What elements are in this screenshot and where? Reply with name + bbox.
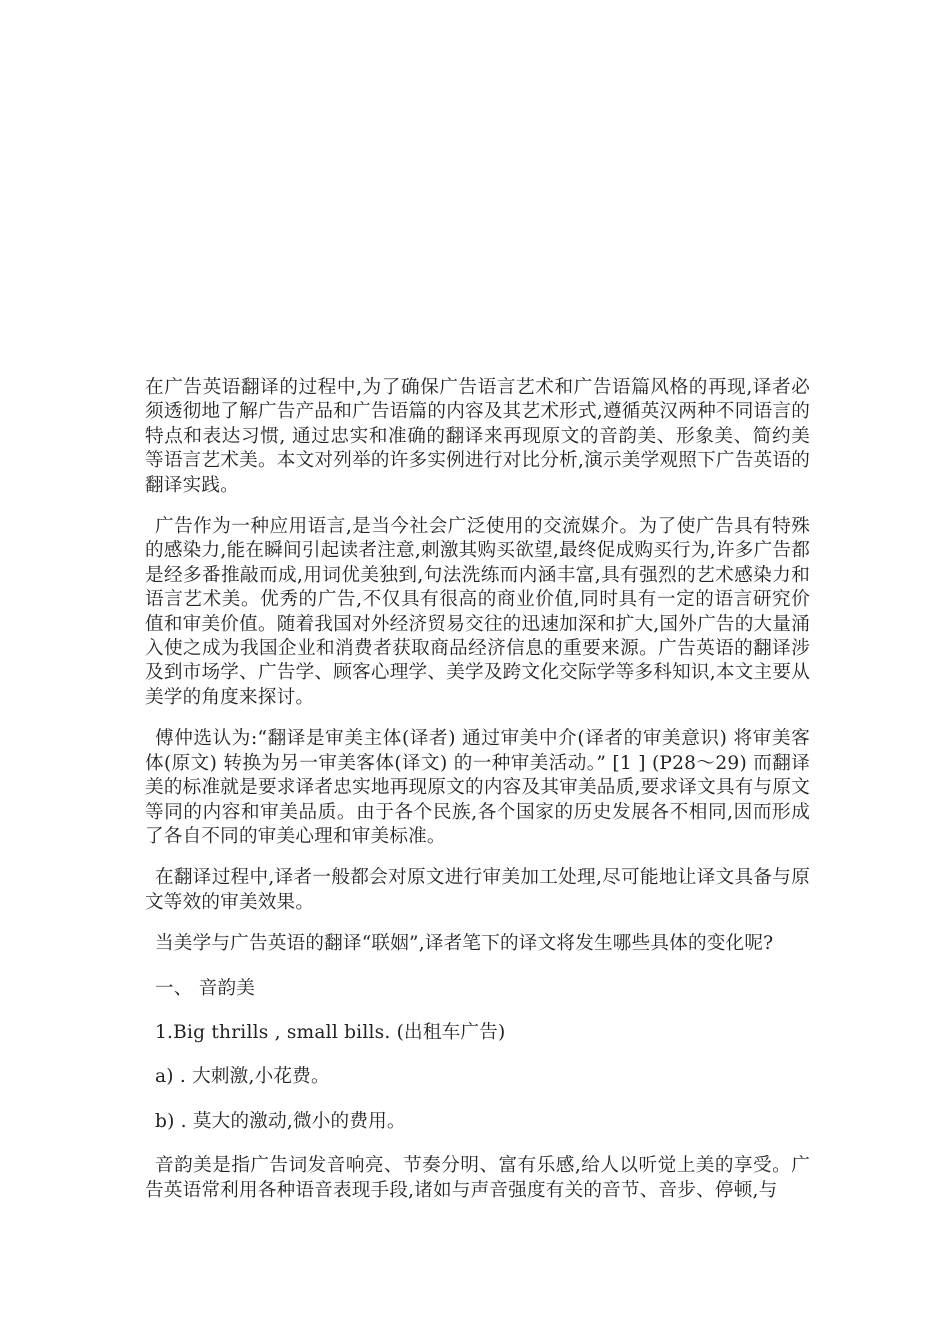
paragraph-introduction: 广告作为一种应用语言,是当今社会广泛使用的交流媒介。为了使广告具有特殊的感染力,能在瞬间引起读者注意,刺激其购买欲望,最终促成购买行为,许多广告都是经多番推敲而成,用词优美独到,句法洗练而内涵丰富,具有强烈的艺术感染力和语言艺术美。优秀的广告,不仅具有很高的商业价值,同时具有一定的语言研究价值和审美价值。随着我国对外经济贸易交往的迅速加深和扩大,国外广告的大量涌入使之成为我国企业和消费者获取商品经济信息的重要来源。广告英语的翻译涉及到市场学、广告学、顾客心理学、美学及跨文化交际学等多科知识,本文主要从美学的角度来探讨。 [145, 516, 810, 708]
paragraph-abstract: 在广告英语翻译的过程中,为了确保广告语言艺术和广告语篇风格的再现,译者必须透彻地了解广告产品和广告语篇的内容及其艺术形式,遵循英汉两种不同语言的特点和表达习惯, 通过忠实和准确的翻译来再现原文的音韵美、形象美、简约美等语言艺术美。本文对列举的许多实例进行对比分析,演示美学观照下广告英语的翻译实践。 [145, 377, 810, 496]
example-1-translation-b: b) . 莫大的激动,微小的费用。 [155, 1110, 406, 1132]
paragraph-question: 当美学与广告英语的翻译“联姻”,译者笔下的译文将发生哪些具体的变化呢? [155, 933, 774, 955]
section-heading-phonetic-beauty: 一、 音韵美 [155, 977, 256, 999]
example-1-translation-a: a) . 大刺激,小花费。 [155, 1066, 330, 1088]
paragraph-translation-aesthetics: 傅仲选认为:“翻译是审美主体(译者) 通过审美中介(译者的审美意识) 将审美客体(原文) 转换为另一审美客体(译文) 的一种审美活动。” [1 ] (P28～29) 而翻译美的标准就是要求译者忠实地再现原文的内容及其审美品质,要求译文具有与原文等同的内容和审美品质。由于各个民族,各个国家的历史发展各不相同,因而形成了各自不同的审美心理和审美标准。 [145, 728, 810, 847]
paragraph-phonetic-beauty: 音韵美是指广告词发音响亮、节奏分明、富有乐感,给人以听觉上美的享受。广告英语常利用各种语音表现手段,诸如与声音强度有关的音节、音步、停顿,与 [145, 1155, 810, 1201]
document-body [145, 376, 810, 1220]
paragraph-aesthetic-processing: 在翻译过程中,译者一般都会对原文进行审美加工处理,尽可能地让译文具备与原文等效的审美效果。 [145, 867, 810, 913]
example-1-source: 1.Big thrills , small bills. (出租车广告) [155, 1021, 506, 1043]
